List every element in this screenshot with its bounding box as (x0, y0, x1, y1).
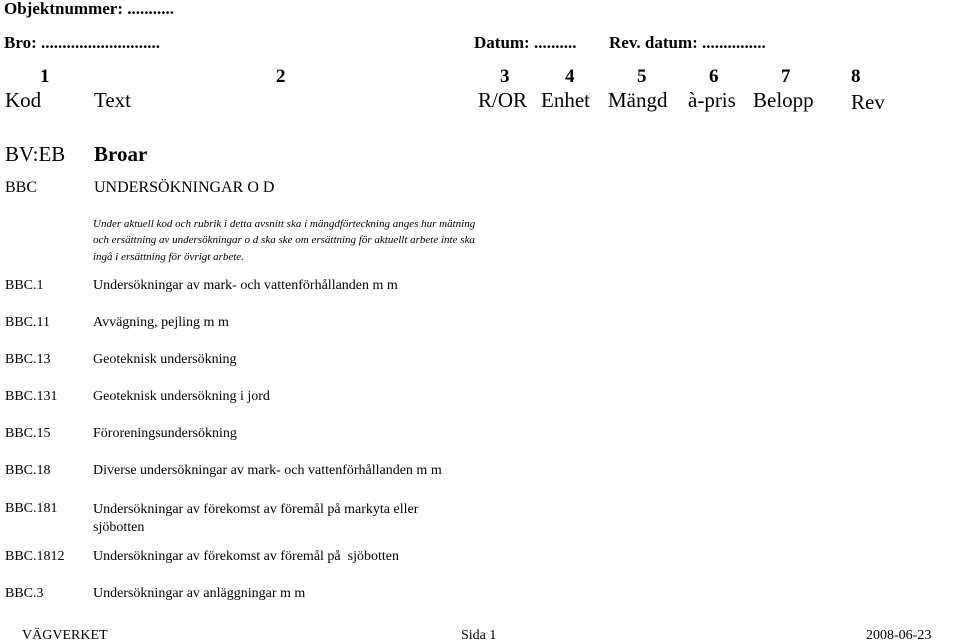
row-code: BBC.15 (5, 426, 51, 441)
footer-date: 2008-06-23 (866, 628, 932, 643)
column-header-rev: Rev (851, 90, 885, 114)
row-code: BBC.131 (5, 389, 58, 404)
column-number: 3 (500, 66, 510, 87)
footer-org: VÄGVERKET (22, 628, 108, 643)
rev-datum-field: Rev. datum: ............... (609, 33, 766, 52)
column-number: 1 (40, 66, 50, 87)
row-code: BBC.1812 (5, 549, 65, 564)
column-number: 5 (637, 66, 647, 87)
group-code: BBC (5, 179, 38, 196)
datum-field: Datum: .......... (474, 33, 577, 52)
column-number: 7 (781, 66, 791, 87)
column-header-enhet: Enhet (541, 88, 590, 112)
row-text: Undersökningar av förekomst av föremål på markyta eller sjöbotten (93, 502, 419, 535)
row-text: Geoteknisk undersökning (93, 352, 237, 367)
section-title: Broar (94, 142, 148, 166)
footer-page-number: Sida 1 (461, 628, 497, 643)
section-code: BV:EB (5, 142, 66, 166)
row-text: Undersökningar av förekomst av föremål på sjöbotten (93, 549, 399, 564)
row-code: BBC.18 (5, 463, 51, 478)
row-text: Avvägning, pejling m m (93, 315, 229, 330)
column-header-r-or: R/OR (478, 88, 528, 112)
column-number: 6 (709, 66, 719, 87)
column-header-belopp: Belopp (753, 88, 814, 112)
row-code: BBC.3 (5, 586, 44, 601)
bro-field: Bro: ............................ (4, 33, 160, 52)
column-header-mangd: Mängd (608, 88, 668, 112)
row-text: Undersökningar av mark- och vattenförhållanden m m (93, 278, 398, 293)
column-header-a-pris: à-pris (688, 88, 736, 112)
row-code: BBC.11 (5, 315, 50, 330)
group-title: UNDERSÖKNINGAR O D (94, 179, 275, 196)
row-code: BBC.181 (5, 501, 58, 516)
column-number: 8 (851, 66, 861, 87)
column-header-text: Text (94, 88, 132, 112)
row-text: Undersökningar av anläggningar m m (93, 586, 306, 601)
column-number: 4 (565, 66, 575, 87)
group-note: Under aktuell kod och rubrik i detta avsnitt ska i mängdförteckning anges hur mätning och ersättning av undersökningar o d ska ske om ersättning för aktuellt arbete inte ska ingå i ersättning för övrigt arbete. (93, 218, 476, 263)
row-text: Geoteknisk undersökning i jord (93, 389, 270, 404)
column-header-kod: Kod (5, 88, 42, 112)
objektnummer-field: Objektnummer: ........... (4, 0, 174, 18)
row-code: BBC.13 (5, 352, 51, 367)
row-code: BBC.1 (5, 278, 44, 293)
row-text: Föroreningsundersökning (93, 426, 237, 441)
row-text: Diverse undersökningar av mark- och vattenförhållanden m m (93, 463, 442, 478)
column-number: 2 (276, 66, 286, 87)
